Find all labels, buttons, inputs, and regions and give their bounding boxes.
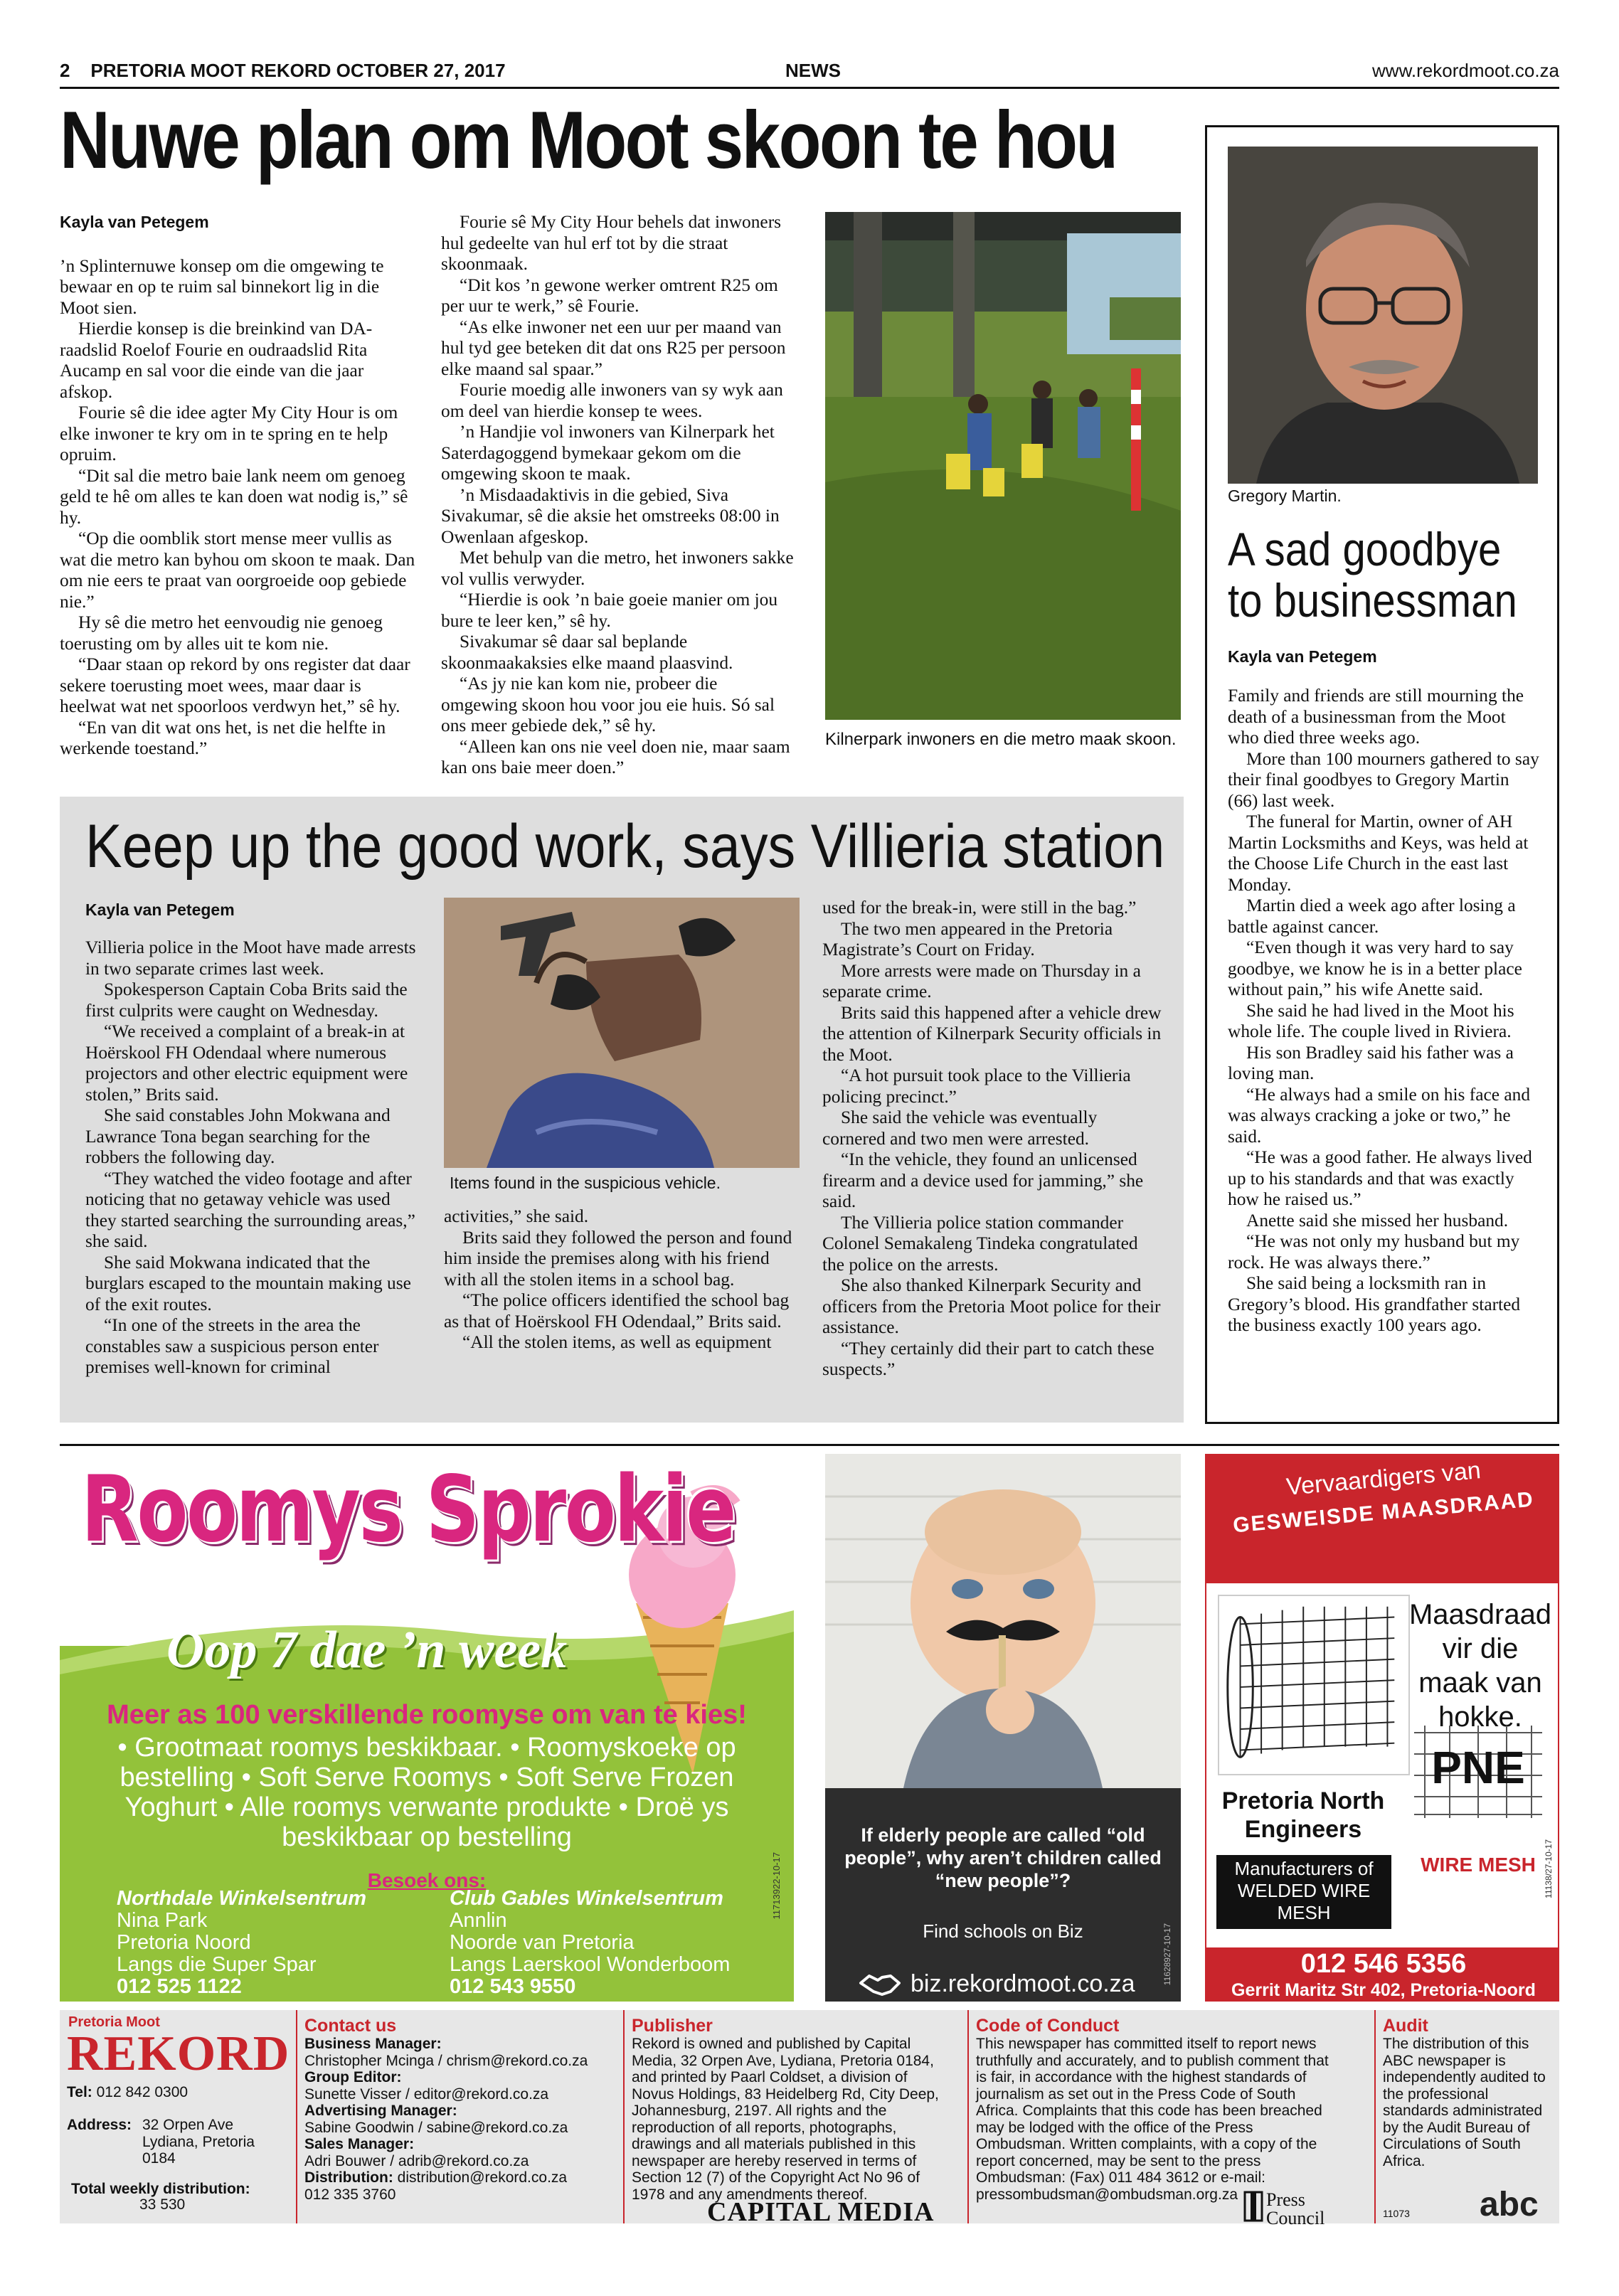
paragraph: She also thanked Kilnerpark Security and officers from the Pretoria Moot police for their assistance. — [822, 1275, 1161, 1337]
cleanup-photo — [825, 212, 1181, 720]
paragraph: She said he had lived in the Moot his whole life. The couple lived in Riviera. — [1228, 1000, 1514, 1041]
press-council-line: Council — [1266, 2208, 1325, 2228]
paragraph: The funeral for Martin, owner of AH Martin Locksmiths and Keys, was held at the Choose Life Church in the east last Monday. — [1228, 812, 1529, 895]
paragraph: “Dit kos ’n gewone werker omtrent R25 om per uur te werk,” sê Fourie. — [441, 275, 778, 316]
branch-phone[interactable]: 012 525 1122 — [117, 1975, 242, 1998]
masthead-small: Pretoria Moot — [68, 2014, 160, 2030]
ad-banner-line: Vervaardigers van — [1285, 1457, 1482, 1501]
handshake-icon — [859, 1970, 901, 1997]
paragraph: “Hierdie is ook ’n baie goeie manier om jou bure te leer ken,” sê hy. — [441, 590, 778, 631]
paragraph: ’n Splinternuwe konsep om die omgewing te bewaar en op te ruim sal binnekort lig in die Moot sien. — [60, 255, 384, 318]
label: Sales Manager: — [304, 2136, 415, 2152]
header-rule — [60, 87, 1559, 89]
press-council-logo — [1266, 2191, 1325, 2228]
paragraph: “We received a complaint of a break-in at Hoërskool FH Odendaal where numerous projectors and other electric equipment were stolen,” Brits said. — [85, 1021, 408, 1105]
paragraph: Hy sê die metro het eenvoudig nie genoeg toerusting om by alles uit te kom nie. — [60, 612, 383, 654]
paragraph: Fourie moedig alle inwoners van sy wyk aan om deel van hierdie konsep te wees. — [441, 380, 783, 421]
capital-media-logo: CAPITAL MEDIA — [707, 2197, 935, 2227]
paragraph: Martin died a week ago after losing a battle against cancer. — [1228, 895, 1516, 937]
headline-line: to businessman — [1228, 574, 1517, 627]
paragraph: “He always had a smile on his face and was always cracking a joke or two,” he said. — [1228, 1084, 1531, 1147]
value[interactable]: distribution@rekord.co.za — [397, 2169, 568, 2186]
paragraph: “Daar staan op rekord by ons register dat daar sekere toerusting moet wees, maar daar is heelwat wat net spoorloos verdwyn het,” sê hy. — [60, 654, 410, 716]
paragraph: “Dit sal die metro baie lank neem om genoeg geld te hê om alles te kan doen wat nodig is,” sê hy. — [60, 465, 408, 528]
label: Distribution: — [304, 2169, 393, 2186]
paragraph: “All the stolen items, as well as equipment — [462, 1332, 772, 1352]
byline: Kayla van Petegem — [1228, 647, 1377, 666]
section-heading: Contact us — [304, 2016, 397, 2036]
section-heading: Publisher — [632, 2016, 713, 2036]
paragraph: “Alleen kan ons nie veel doen nie, maar saam kan ons baie meer doen.” — [441, 736, 790, 777]
photo-caption: Items found in the suspicious vehicle. — [450, 1174, 721, 1192]
obituary-headline — [1228, 523, 1517, 627]
paragraph: She said constables John Mokwana and Lawrance Tona began searching for the robbers the following day. — [85, 1105, 391, 1167]
paragraph: activities,” she said. — [444, 1206, 589, 1226]
masthead-logo: REKORD — [67, 2026, 290, 2081]
address-line: Nina Park — [117, 1909, 208, 1932]
paragraph: Sivakumar sê daar sal beplande skoonmaakaksies elke maand plaasvind. — [441, 632, 733, 673]
paragraph: “As jy nie kan kom nie, probeer die omgewing skoon hou voor jou eie huis. Só sal ons meer gebiede dek,” sê hy. — [441, 674, 775, 735]
branch-name: Club Gables Winkelsentrum — [450, 1887, 723, 1910]
value[interactable]: Sunette Visser / editor@rekord.co.za — [304, 2085, 549, 2103]
photo-caption: Kilnerpark inwoners en die metro maak skoon. — [825, 730, 1177, 749]
ad-slogan: Oop 7 dae ’n week — [166, 1621, 568, 1679]
paragraph: “In one of the streets in the area the constables saw a suspicious person enter premises well-known for criminal — [85, 1315, 379, 1377]
footer-address — [142, 2117, 255, 2167]
ad-subtext: Find schools on Biz — [923, 1920, 1083, 1942]
paragraph: “As elke inwoner net een uur per maand van hul tyd gee beteken dit dat ons R25 per persoon elke maand sal spaar.” — [441, 317, 786, 379]
article-column — [441, 212, 797, 779]
folio: 2 PRETORIA MOOT REKORD OCTOBER 27, 2017 — [60, 60, 506, 81]
ad-brand-title: Roomys Sprokie — [81, 1457, 735, 1563]
audit-text: The distribution of this ABC newspaper is independently audited to the professional standards administrated by the Audit Bureau of Circulations of South Africa. — [1383, 2036, 1546, 2169]
biz-ad[interactable] — [825, 1454, 1181, 2002]
value[interactable]: Christopher Mcinga / chrism@rekord.co.za — [304, 2052, 588, 2069]
footer-divider — [967, 2010, 969, 2223]
paragraph: ’n Handjie vol inwoners van Kilnerpark het Saterdagoggend bymekaar gekom om die omgewing skoon te maak. — [441, 422, 775, 484]
article-column — [85, 937, 420, 1378]
section-heading: Code of Conduct — [976, 2016, 1120, 2036]
baby-photo — [825, 1454, 1181, 1788]
address-line: 0184 — [142, 2150, 176, 2167]
footer-divider — [623, 2010, 625, 2223]
headline-line: A sad goodbye — [1228, 523, 1502, 575]
paragraph: His son Bradley said his father was a loving man. — [1228, 1042, 1514, 1083]
address-line: Pretoria Noord — [117, 1931, 251, 1954]
branch-address — [117, 1888, 366, 1998]
ad-code: 11628927-10-17 — [1162, 1923, 1172, 1986]
address-line: 32 Orpen Ave — [142, 2117, 234, 2133]
section-heading: Audit — [1383, 2016, 1428, 2036]
byline: Kayla van Petegem — [85, 900, 235, 919]
ad-product: WIRE MESH — [1421, 1854, 1536, 1876]
label: Advertising Manager: — [304, 2103, 457, 2119]
paragraph: More arrests were made on Thursday in a separate crime. — [822, 960, 1141, 1001]
paragraph: Family and friends are still mourning the death of a businessman from the Moot who died three weeks ago. — [1228, 686, 1524, 748]
manufacturer-text: Manufacturers of WELDED WIRE MESH — [1234, 1858, 1374, 1923]
paragraph: “They watched the video footage and after noticing that no getaway vehicle was used they started searching the surrounding areas,” she said. — [85, 1168, 415, 1251]
ad-url[interactable]: biz.rekordmoot.co.za — [911, 1970, 1135, 1997]
ad-phone[interactable]: 012 546 5356 — [1300, 1949, 1467, 1979]
section-label: NEWS — [785, 60, 841, 81]
ad-visit-label: Besoek ons: — [367, 1869, 487, 1891]
paragraph: Villieria police in the Moot have made arrests in two separate crimes last week. — [85, 937, 416, 979]
paragraph: Fourie sê die idee agter My City Hour is om elke inwoner te kry om in te spring en te help opruim. — [60, 403, 398, 464]
press-council-icon — [1243, 2191, 1263, 2222]
value[interactable]: Adri Bouwer / adrib@rekord.co.za — [304, 2152, 529, 2169]
label: Tel: — [67, 2084, 92, 2100]
address-line: Annlin — [450, 1909, 507, 1932]
branch-phone[interactable]: 012 543 9550 — [450, 1975, 576, 1998]
publisher-text: Rekord is owned and published by Capital Media, 32 Orpen Ave, Lydiana, Pretoria 0184, and printed by Paarl Coldset, a division of Novus Holdings, 83 Heidelberg Rd, City Deep, Johannesburg, 2197. All rights and the reproduction of all reports, photographs, drawings and all materials published in this newspaper are hereby reserved in terms of Section 12 (7) of the Copyright Act No 96 of 1978 and any amendments thereof. — [632, 2036, 939, 2203]
company-name: Pretoria North Engineers — [1221, 1787, 1385, 1843]
ice-cream-ad[interactable] — [60, 1454, 794, 2002]
address-line: Langs Laerskool Wonderboom — [450, 1953, 731, 1976]
paragraph: used for the break-in, were still in the bag.” — [822, 898, 1137, 918]
address-line: Noorde van Pretoria — [450, 1931, 635, 1954]
ad-code: 11713922-10-17 — [771, 1852, 782, 1920]
publisher-block — [632, 2016, 952, 2203]
press-council-line: Press — [1266, 2189, 1305, 2210]
paragraph: ’n Misdaadaktivis in die gebied, Siva Sivakumar, sê die aksie het omstreeks 08:00 in Owenlaan afgeskop. — [441, 484, 780, 547]
website-url[interactable]: www.rekordmoot.co.za — [1372, 60, 1559, 81]
paragraph: “He was a good father. He always lived up to his standards and that was exactly how he raised us.” — [1228, 1147, 1532, 1209]
paragraph: Spokesperson Captain Coba Brits said the first culprits were caught on Wednesday. — [85, 979, 408, 1021]
value[interactable]: 012 335 3760 — [304, 2186, 396, 2203]
paragraph: Brits said they followed the person and found him inside the premises along with his friend with all the stolen items in a school bag. — [444, 1227, 792, 1290]
value[interactable]: 012 842 0300 — [96, 2084, 189, 2100]
paragraph: She said the vehicle was eventually cornered and two men were arrested. — [822, 1107, 1098, 1149]
address-line: Langs die Super Spar — [117, 1953, 317, 1976]
contact-block — [304, 2016, 617, 2203]
branch-address — [450, 1888, 730, 1998]
paragraph: “A hot pursuit took place to the Villieria policing precinct.” — [822, 1065, 1131, 1107]
label: Address: — [67, 2117, 132, 2133]
evidence-photo — [444, 898, 800, 1168]
wire-mesh-roll-icon — [1218, 1595, 1410, 1775]
value[interactable]: Sabine Goodwin / sabine@rekord.co.za — [304, 2119, 568, 2136]
paragraph: The two men appeared in the Pretoria Magistrate’s Court on Friday. — [822, 918, 1113, 960]
paragraph: Brits said this happened after a vehicle drew the attention of Kilnerpark Security officials in the Moot. — [822, 1002, 1162, 1065]
ads-divider — [60, 1444, 1559, 1446]
audit-block — [1383, 2016, 1551, 2169]
code-of-conduct-block — [976, 2016, 1332, 2203]
article-headline: Keep up the good work, says Villieria station — [85, 812, 1165, 881]
distribution-count: 33 530 — [139, 2196, 186, 2213]
paragraph: “Even though it was very hard to say goodbye, we know he is in a better place without pain,” his wife Anette said. — [1228, 937, 1522, 999]
ad-address: Gerrit Maritz Str 402, Pretoria-Noord — [1231, 1980, 1536, 2000]
article-headline: Nuwe plan om Moot skoon te hou — [60, 95, 1117, 186]
portrait-photo — [1228, 147, 1538, 484]
footer-divider — [1374, 2010, 1376, 2223]
article-column — [822, 898, 1164, 1381]
address-line: Lydiana, Pretoria — [142, 2133, 255, 2150]
paragraph: “En van dit wat ons het, is net die helfte in werkende toestand.” — [60, 717, 386, 758]
paragraph: “The police officers identified the school bag as that of Hoërskool FH Odendaal,” Brits said. — [444, 1290, 790, 1332]
wire-mesh-ad[interactable] — [1205, 1454, 1559, 2002]
paragraph: More than 100 mourners gathered to say their final goodbyes to Gregory Martin (66) last week. — [1228, 748, 1539, 811]
footer-divider — [296, 2010, 297, 2223]
pne-logo: PNE — [1431, 1742, 1525, 1793]
ad-joke-text: If elderly people are called “old people”, why aren’t children called “new people”? — [844, 1824, 1162, 1891]
paragraph: She said Mokwana indicated that the burglars escaped to the mountain making use of the exit routes. — [85, 1252, 411, 1314]
byline: Kayla van Petegem — [60, 213, 209, 231]
paragraph: “He was not only my husband but my rock. He was always there.” — [1228, 1231, 1520, 1272]
photo-caption: Gregory Martin. — [1228, 487, 1342, 505]
abc-logo: abc — [1480, 2186, 1539, 2223]
label: Total weekly distribution: — [71, 2181, 250, 2197]
ad-banner-line: GESWEISDE MAASDRAAD — [1231, 1487, 1535, 1538]
paragraph: The Villieria police station commander Colonel Semakaleng Tindeka congratulated the police on the arrests. — [822, 1212, 1138, 1275]
paragraph: She said being a locksmith ran in Gregory’s blood. His grandfather started the business exactly 100 years ago. — [1228, 1273, 1521, 1335]
paragraph: Fourie sê My City Hour behels dat inwoners hul gedeelte van hul erf tot by die straat skoonmaak. — [441, 212, 782, 274]
obituary-body — [1228, 686, 1541, 1336]
code-text: This newspaper has committed itself to report news truthfully and accurately, and to publish comment that is fair, in accordance with the highest standards of journalism as set out in the Press Code of South Africa. Complaints that this code has been breached may be lodged with the office of the Press Ombudsman. Written complaints, with a copy of the report concerned, may be sent to the press Ombudsman: (Fax) 011 484 3612 or e-mail: pressombudsman@ombudsman.org.za — [976, 2036, 1329, 2203]
paragraph: “In the vehicle, they found an unlicensed firearm and a device used for jamming,” she said. — [822, 1149, 1144, 1211]
abc-number: 11073 — [1383, 2208, 1410, 2219]
article-column — [444, 1206, 800, 1354]
label: Group Editor: — [304, 2069, 402, 2085]
footer-phone — [67, 2084, 188, 2101]
ad-headline: Meer as 100 verskillende roomyse om van te kies! — [107, 1700, 747, 1730]
paragraph: “They certainly did their part to catch these suspects.” — [822, 1338, 1154, 1379]
paragraph: Met behulp van die metro, het inwoners sakke vol vullis verwyder. — [441, 548, 794, 589]
article-column — [60, 212, 415, 760]
ad-code: 11138/27-10-17 — [1544, 1839, 1554, 1898]
paragraph: Anette said she missed her husband. — [1246, 1210, 1509, 1231]
ad-product-list: • Grootmaat roomys beskikbaar. • Roomyskoeke op bestelling • Soft Serve Roomys • Soft Serve Frozen Yoghurt • Alle roomys verwante produkte • Droë ys beskikbaar op bestelling — [117, 1733, 736, 1852]
ad-tagline: Maasdraad vir die maak van hokke. — [1408, 1599, 1552, 1733]
label: Business Manager: — [304, 2036, 442, 2052]
branch-name: Northdale Winkelsentrum — [117, 1887, 367, 1910]
paragraph: “Op die oomblik stort mense meer vullis as wat die metro kan byhou om skoon te maak. Dan om nie eers te praat van oorgroeide oop gebiede nie.” — [60, 528, 415, 612]
paragraph: Hierdie konsep is die breinkind van DA-raadslid Roelof Fourie en oudraadslid Rita Aucamp en sal voor die einde van die jaar afskop. — [60, 319, 373, 402]
